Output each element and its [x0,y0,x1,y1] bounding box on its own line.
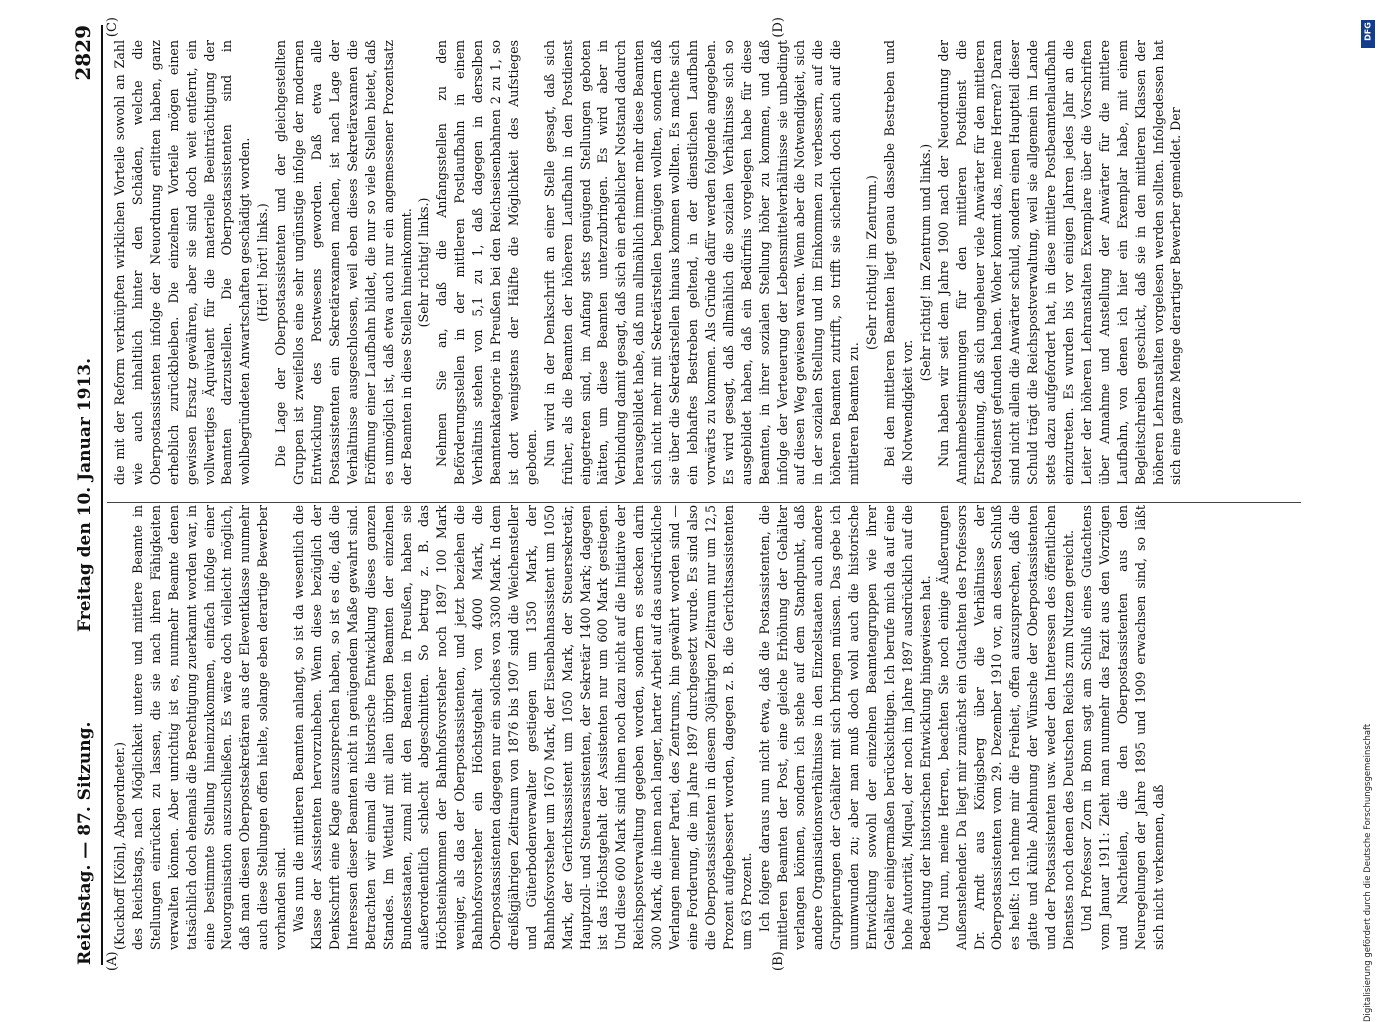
credit-text: Digitalisierung gefördert durch die Deutsche Forschungsgemeinschaft [1363,723,1373,1022]
interjection: (Hört! hört! links.) [255,203,271,322]
left-column [111,505,1167,950]
page-header [71,25,101,965]
page-number: 2829 [71,25,95,81]
paragraph: Was nun die mittleren Beamten anlangt, so ist da wesentlich die Klasse der Assistenten hervorzuheben. Wenn diese bezüglich der Denkschrift eine Klage auszusprechen haben, so ist es die, daß die Interessen dieser Beamten nicht in genügendem Maße gewahrt sind. Betrachten wir einmal die historische Entwicklung dieses ganzen Standes. Im Wettlauf mit allen übrigen Beamten der einzelnen Bundesstaaten, zumal mit den Beamten in Preußen, haben sie außerordentlich schlecht abgeschnitten. So betrug z. B. das Höchsteinkommen der Bahnhofsvorsteher noch 1897 100 Mark weniger, als das der Oberpostassistenten, und jetzt beziehen die Bahnhofsvorsteher ein Höchstgehalt von 4000 Mark, die Oberpostassistenten dagegen nur ein solches von 3300 Mark. In dem dreißigjährigen Zeitraum von 1876 bis 1907 sind die Weichensteller und Güterbodenverwalter gestiegen um 1350 Mark, der Bahnhofsvorsteher um 1670 Mark, der Eisenbahnassistent um 1050 Mark, der Gerichtsassistent um 1050 Mark, der Steuersekretär, Hauptzoll- und Steuerassistenten, der Sekretär 1400 Mark; dagegen ist das Höchstgehalt der Assistenten nur um 600 Mark gestiegen. Und diese 600 Mark sind ihnen noch dazu nicht auf die Initiative der Reichspostverwaltung gegeben worden, sondern es stecken darin 300 Mark, die ihnen nach langer, harter Arbeit auf das ausdrückliche Verlangen meiner Partei, des Zentrums, hin gewährt worden sind — eine Forderung, die im Jahre 1897 durchgesetzt wurde. Es sind also die Oberpostassistenten in diesem 30jährigen Zeitraum nur um 12,5 Prozent aufgebessert worden, dagegen z. B. die Gerichtsassistenten um 63 Prozent. [291,505,754,950]
speaker-note: (Kuckhoff [Köln], Abgeordneter.) [112,741,127,950]
paragraph: Ich folgere daraus nun nicht etwa, daß die Postassistenten, die mittleren Beamten der Post, eine gleiche Erhöhung der Gehälter verlangen können, sondern ich stehe auf dem Standpunkt, daß andere Organisationsverhältnisse in den Einzelstaaten auch andere Gruppierungen der Gehälter mit sich bringen müssen. Das gebe ich unumwunden zu; aber man muß doch wohl auch die historische Entwicklung sowohl der einzelnen Beamtengruppen wie ihrer Gehälter einigermaßen berücksichtigen. Ich berufe mich da auf eine hohe Autorität, Miquel, der noch im Jahre 1897 ausdrücklich auf die Bedeutung der historischen Entwicklung hingewiesen hat. [756,505,933,950]
margin-marker-b: (B) [771,951,786,971]
paragraph: Nun haben wir seit dem Jahre 1900 nach der Neuordnung der Annahmebestimmungen für den mittleren Postdienst die Erscheinung, daß sich ungeheuer viele Anwärter für den mittleren Postdienst gefunden haben. Woher kommt das, meine Herren? Daran sind nicht allein die Anwärter schuld, sondern einen Hauptteil dieser Schuld trägt die Reichspostverwaltung, weil sie allgemein im Lande stets dazu aufgefordert hat, in diese mittlere Postbeamtenlaufbahn einzutreten. Es wurden bis vor einigen Jahren jedes Jahr an die Leiter der höheren Lehranstalten Exemplare über die Vorschriften über Annahme und Anstellung der Anwärter für die mittlere Laufbahn, von denen ich hier ein Exemplar habe, mit einem Begleitschreiben geschickt, daß sie in den mittleren Klassen der höheren Lehranstalten vorgelesen werden sollten. Infolgedessen hat sich eine ganze Menge derartiger Bewerber gemeldet. Der [935,40,1184,485]
header-left: Reichstag. — 87. Sitzung. [75,721,95,965]
paragraph: Und Professor Zorn in Bonn sagt am Schluß eines Gutachtens vom Januar 1911: Zieht man nunmehr das Fazit aus den Vorzügen und Nachteilen, die den Oberpostassistenten aus den Neuregelungen der Jahre 1895 und 1909 erwachsen sind, so läßt sich nicht verkennen, daß [1078,505,1166,950]
paragraph: Bei den mittleren Beamten liegt genau dasselbe Bestreben und die Notwendigkeit vor. [881,40,915,485]
paragraph: des Reichstags, nach Möglichkeit untere und mittlere Beamte in Stellungen einrücken zu lassen, die sie nach ihren Fähigkeiten verwalten können. Aber unrichtig ist es, nunmehr Beamte denen tatsächlich doch ehemals die Berechtigung zuerkannt worden war, in eine bestimmte Stellung hineinzukommen, einfach infolge einer Neuorganisation auszuschließen. Es wäre doch vielleicht möglich, daß man diesen Oberpostsekretären aus der Eleventklasse nunmehr auch diese Stellungen offen hielte, solange eben derartige Bewerber vorhanden sind. [129,505,289,950]
header-date: Freitag den 10. Januar 1913. [75,357,95,633]
paragraph: Die Lage der Oberpostassistenten und der gleichgestellten Gruppen ist zweifellos eine sehr ungünstige infolge der modernen Entwicklung des Postwesens geworden. Daß etwa alle Postassistenten ein Sekretärexamen machen, ist nach Lage der Verhältnisse ausgeschlossen, weil eben dieses Sekretärexamen die Eröffnung einer Laufbahn bildet, die nur so viele Stellen bietet, daß es unmöglich ist, daß etwa auch nur ein angemessener Prozentsatz der Beamten in diese Stellen hineinkommt. [273,40,414,485]
right-column [111,40,1185,485]
interjection: (Sehr richtig! links.) [416,197,432,328]
margin-marker-d: (D) [771,17,786,38]
column-divider [107,502,1301,503]
dfg-logo: DFG [1361,20,1375,48]
rotated-page-body [71,17,1311,971]
interjection: (Sehr richtig! im Zentrum.) [864,175,880,350]
margin-marker-a: (A) [105,951,120,971]
margin-marker-c: (C) [105,17,120,38]
paragraph: Nehmen Sie an, daß die Anfangsstellen zu den Beförderungsstellen in der mittleren Postlaufbahn in einem Verhältnis stehen von 5,1 zu 1, daß dagegen in derselben Beamtenkategorie in Preußen bei den Reichseisenbahnen 2 zu 1, so ist dort wenigstens der Hälfte die Möglichkeit des Aufstieges geboten. [434,40,539,485]
digitization-credit [1361,20,1375,1022]
paragraph: Nun wird in der Denkschrift an einer Stelle gesagt, daß sich früher, als die Beamten der höheren Laufbahn in den Postdienst eingetreten sind, im Anfang stets genügend Stellungen geboten hätten, um diese Beamten unterzubringen. Es wird aber in Verbindung damit gesagt, daß sich ein erheblicher Notstand dadurch herausgebildet habe, daß nun allmählich immer mehr diese Beamten sich nicht mehr mit Sekretärstellen begnügen wollten, sondern daß sie über die Sekretärstellen hinaus kommen wollten. Es machte sich ein lebhaftes Bestreben geltend, in der dienstlichen Laufbahn vorwärts zu kommen. Als Gründe dafür werden folgende angegeben. Es wird gesagt, daß allmählich die sozialen Verhältnisse sich so ausgebildet haben, daß ein Bedürfnis vorgelegen habe für diese Beamten, in ihrer sozialen Stellung höher zu kommen, und daß infolge der Verteuerung der Lebensmittelverhältnisse sie unbedingt auf diesen Weg gewiesen waren. Wenn aber die Notwendigkeit, sich in der sozialen Stellung und im Einkommen zu verbessern, auf die höheren Beamten zutrifft, so trifft sie sicherlich doch auch auf die mittleren Beamten zu. [541,40,862,485]
interjection: (Sehr richtig! im Zentrum und links.) [917,143,933,382]
paragraph: Und nun, meine Herren, beachten Sie noch einige Äußerungen Außenstehender. Da liegt mir zunächst ein Gutachten des Professors Dr. Arndt aus Königsberg über die Verhältnisse der Oberpostassistenten vom 29. Dezember 1910 vor, an dessen Schluß es heißt: Ich nehme mir die Freiheit, offen auszusprechen, daß die glatte und kühle Ablehnung der Wünsche der Oberpostassistenten und der Postassistenten usw. weder den Interessen des öffentlichen Dienstes noch denen des Deutschen Reichs zum Nutzen gereicht. [935,505,1077,950]
paragraph: die mit der Reform verknüpften wirklichen Vorteile sowohl an Zahl wie auch inhaltlich hinter den Schäden, welche die Oberpostassistenten infolge der Neuordnung erlitten haben, ganz erheblich zurückbleiben. Die einzelnen Vorteile mögen einen gewissen Ersatz gewähren, aber sie sind doch weit entfernt, ein vollwertiges Äquivalent für die materielle Beeinträchtigung der Beamten darzustellen. Die Oberpostassistenten sind in wohlbegründeten Anwartschaften geschädigt worden. [112,40,253,485]
header-rule [101,25,103,965]
